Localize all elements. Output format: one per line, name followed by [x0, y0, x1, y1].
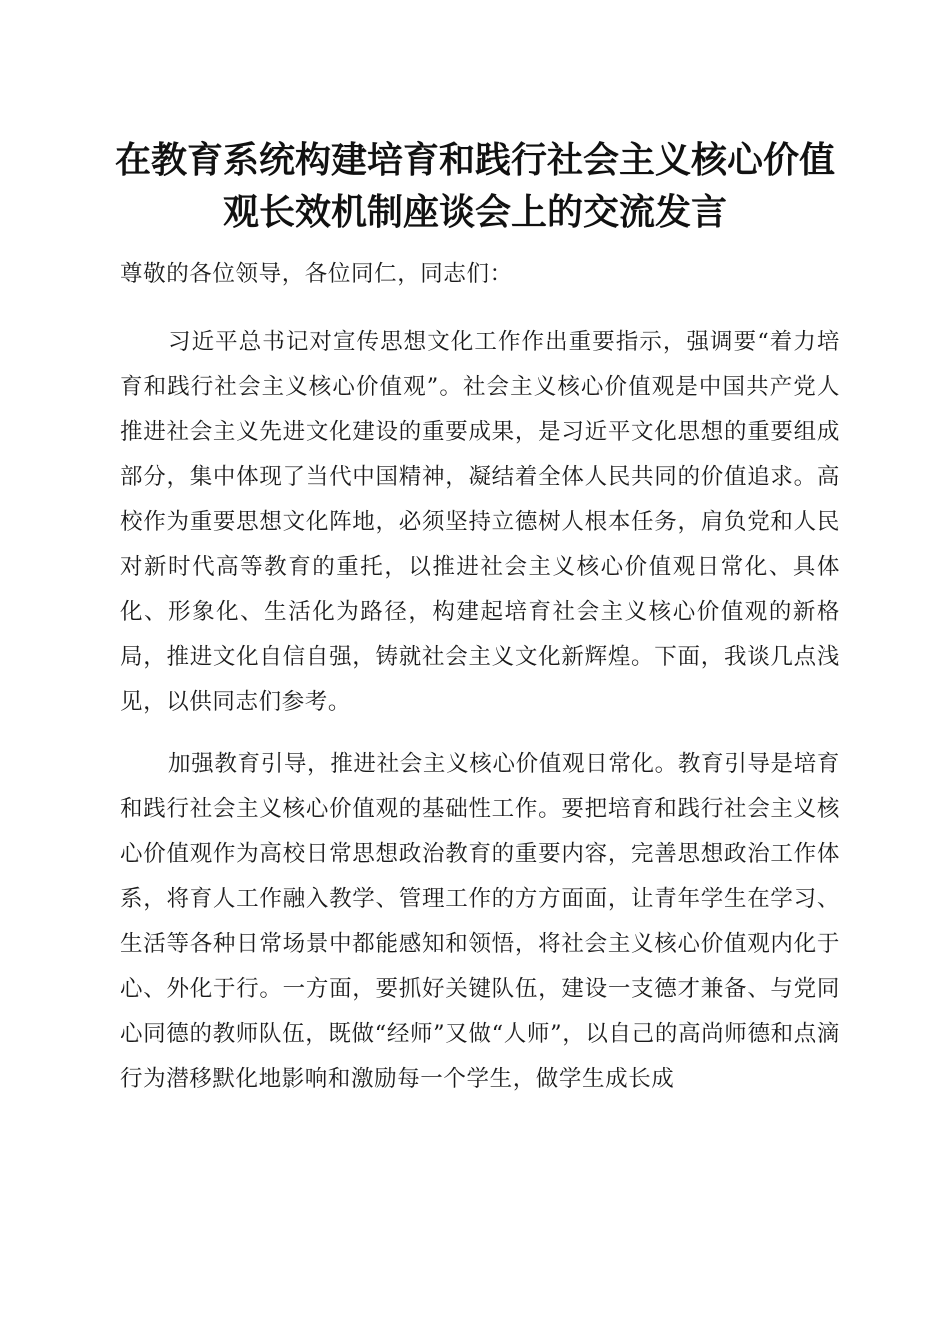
salutation-text: 尊敬的各位领导，各位同仁，同志们： — [120, 261, 513, 287]
paragraph-1 — [120, 320, 840, 725]
paragraph-2-text: 加强教育引导，推进社会主义核心价值观日常化。教育引导是培育和践行社会主义核心价值观的基础性工作。要把培育和践行社会主义核心价值观作为高校日常思想政治教育的重要内容，完善思想政治工作体系，将育人工作融入教学、管理工作的方方面面，让青年学生在学习、生活等各种日常场景中都能感知和领悟，将社会主义核心价值观内化于心、外化于行。一方面，要抓好关键队伍，建设一支德才兼备、与党同心同德的教师队伍，既做“经师”又做“人师”，以自己的高尚师德和点滴行为潜移默化地影响和激励每一个学生，做学生成长成 — [120, 751, 840, 1092]
document-title-line-1: 在教育系统构建培育和践行社会主义核心价值 — [114, 139, 835, 181]
paragraph-1-text: 习近平总书记对宣传思想文化工作作出重要指示，强调要“着力培育和践行社会主义核心价值观”。社会主义核心价值观是中国共产党人推进社会主义先进文化建设的重要成果，是习近平文化思想的重要组成部分，集中体现了当代中国精神，凝结着全体人民共同的价值追求。高校作为重要思想文化阵地，必须坚持立德树人根本任务，肩负党和人民对新时代高等教育的重托，以推进社会主义核心价值观日常化、具体化、形象化、生活化为路径，构建起培育社会主义核心价值观的新格局，推进文化自信自强，铸就社会主义文化新辉煌。下面，我谈几点浅见，以供同志们参考。 — [120, 329, 840, 715]
paragraph-2 — [120, 742, 840, 1102]
document-title-line-2: 观长效机制座谈会上的交流发言 — [222, 191, 727, 233]
salutation — [120, 252, 840, 297]
